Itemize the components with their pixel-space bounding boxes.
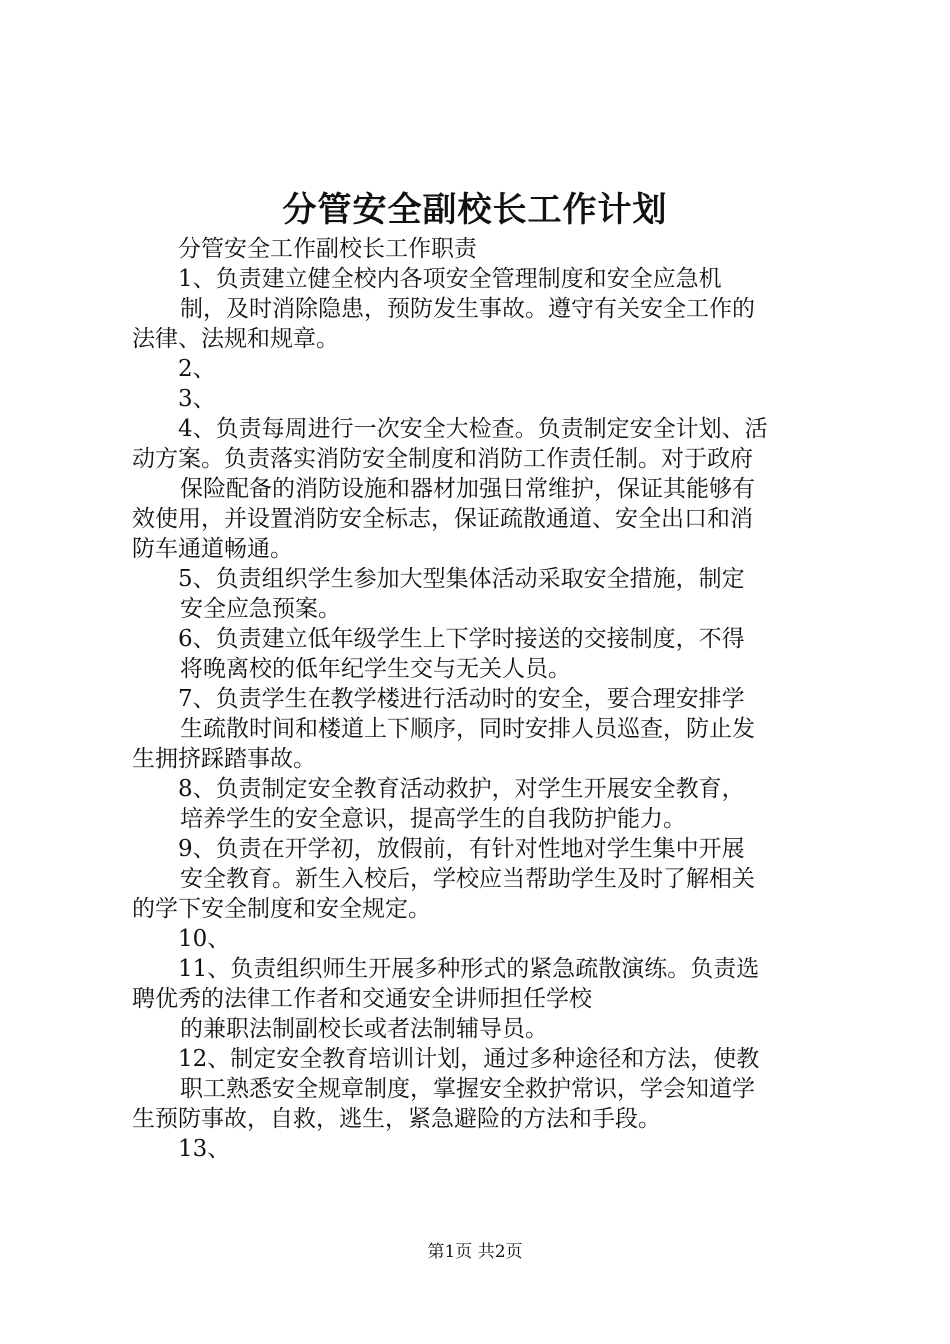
text-line: 分管安全工作副校长工作职责 <box>178 236 477 262</box>
text-line: 7、负责学生在教学楼进行活动时的安全，要合理安排学 <box>178 686 745 712</box>
text-line: 1、负责建立健全校内各项安全管理制度和安全应急机 <box>178 266 722 292</box>
text-line: 12、制定安全教育培训计划，通过多种途径和方法，使教 <box>178 1046 760 1072</box>
text-line: 生预防事故，自救，逃生，紧急避险的方法和手段。 <box>132 1106 661 1132</box>
text-line: 11、负责组织师生开展多种形式的紧急疏散演练。负责选 <box>178 956 760 982</box>
text-line: 安全应急预案。 <box>180 596 341 622</box>
document-body <box>132 234 830 1164</box>
text-line: 4、负责每周进行一次安全大检查。负责制定安全计划、活 <box>178 416 768 442</box>
text-line: 的兼职法制副校长或者法制辅导员。 <box>180 1016 548 1042</box>
text-line: 防车通道畅通。 <box>132 536 293 562</box>
text-line: 3、 <box>178 386 216 412</box>
text-line: 将晚离校的低年纪学生交与无关人员。 <box>180 656 571 682</box>
text-line: 9、负责在开学初，放假前，有针对性地对学生集中开展 <box>178 836 745 862</box>
page-footer: 第1页 共2页 <box>427 1242 523 1262</box>
text-line: 的学下安全制度和安全规定。 <box>132 896 431 922</box>
text-line: 职工熟悉安全规章制度，掌握安全救护常识，学会知道学 <box>180 1076 755 1102</box>
text-line: 制，及时消除隐患，预防发生事故。遵守有关安全工作的 <box>180 296 755 322</box>
text-line: 8、负责制定安全教育活动救护，对学生开展安全教育， <box>178 776 745 802</box>
text-line: 10、 <box>178 926 231 952</box>
text-line: 保险配备的消防设施和器材加强日常维护，保证其能够有 <box>180 476 755 502</box>
text-line: 动方案。负责落实消防安全制度和消防工作责任制。对于政府 <box>132 446 753 472</box>
text-line: 2、 <box>178 356 216 382</box>
text-line: 6、负责建立低年级学生上下学时接送的交接制度，不得 <box>178 626 745 652</box>
text-line: 聘优秀的法律工作者和交通安全讲师担任学校 <box>132 986 592 1012</box>
text-line: 法律、法规和规章。 <box>132 326 339 352</box>
text-line: 培养学生的安全意识，提高学生的自我防护能力。 <box>180 806 686 832</box>
text-line: 5、负责组织学生参加大型集体活动采取安全措施，制定 <box>178 566 745 592</box>
text-line: 生疏散时间和楼道上下顺序，同时安排人员巡查，防止发 <box>180 716 755 742</box>
text-line: 生拥挤踩踏事故。 <box>132 746 316 772</box>
text-line: 13、 <box>178 1136 231 1162</box>
document-title: 分管安全副校长工作计划 <box>282 190 668 230</box>
text-line: 安全教育。新生入校后，学校应当帮助学生及时了解相关 <box>180 866 755 892</box>
text-line: 效使用，并设置消防安全标志，保证疏散通道、安全出口和消 <box>132 506 753 532</box>
